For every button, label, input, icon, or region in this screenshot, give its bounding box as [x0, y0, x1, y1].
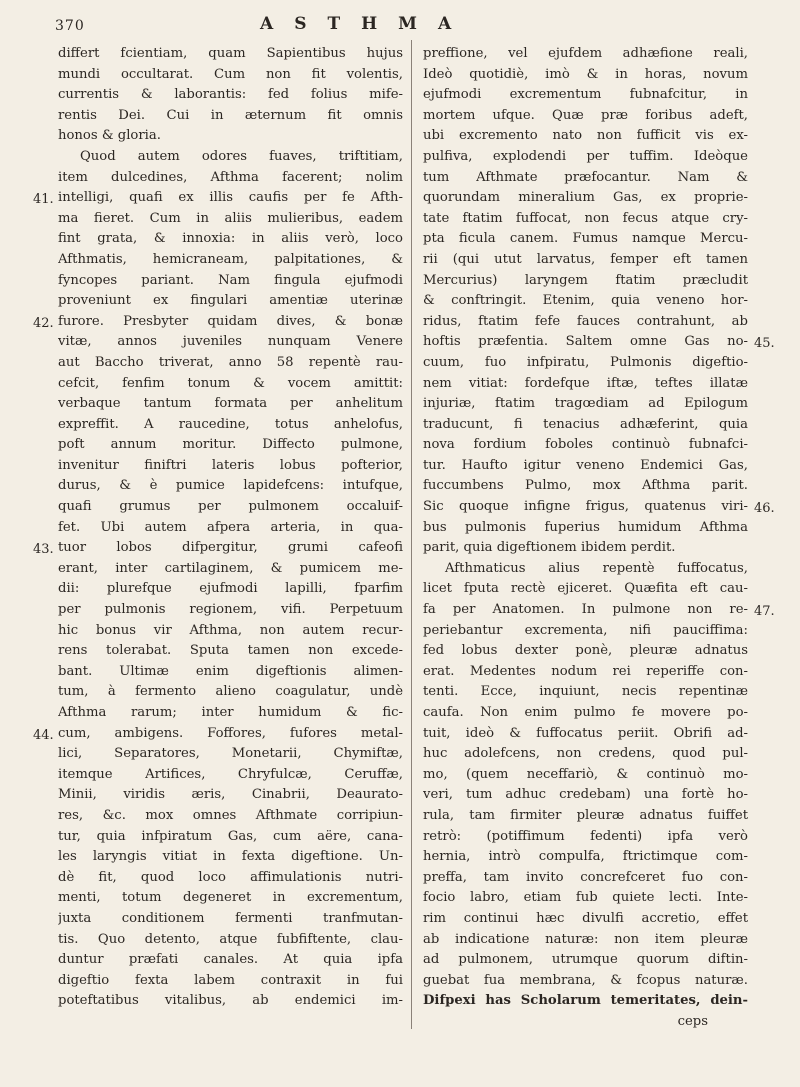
text-line: retrò: (potiffimum fedenti) ipfa verò	[423, 828, 748, 844]
text-line: itemque Artifices, Chryfulcæ, Ceruffæ,	[58, 766, 403, 782]
text-line: Quod autem odores fuaves, triftitiam,	[80, 148, 403, 164]
text-line: Afthma rarum; inter humidum & fic-	[58, 705, 403, 720]
text-line: digeftio fexta labem contraxit in fui	[58, 972, 403, 988]
text-line: intelligi, quafi ex illis caufis per fe Afth-	[58, 190, 403, 206]
text-line: tate ftatim fuffocat, non fecus atque cry-	[423, 210, 748, 226]
running-title: ASTHMA	[260, 14, 473, 34]
text-line: parit, quia digeftionem ibidem perdit.	[423, 540, 676, 556]
text-line: tenti. Ecce, inquiunt, necis repentinæ	[423, 684, 748, 700]
text-line: fet. Ubi autem afpera arteria, in qua-	[58, 519, 403, 535]
text-line: quorundam mineralium Gas, ex proprie-	[423, 190, 748, 206]
text-line: durus, & è pumice lapidefcens: intufque,	[58, 478, 403, 494]
text-line: traducunt, fi tenacius adhæferint, quia	[423, 416, 748, 432]
text-line: menti, totum degeneret in excrementum,	[58, 890, 403, 906]
text-line: cuum, fuo infpiratu, Pulmonis digeftio-	[423, 354, 748, 370]
text-line: quafi grumus per pulmonem occaluif-	[58, 499, 403, 515]
text-line: honos & gloria.	[58, 128, 161, 144]
text-line: rens tolerabat. Sputa tamen non excede-	[58, 643, 403, 659]
text-line: nem vitiat: fordefque iftæ, teftes illatæ	[423, 375, 748, 391]
text-line: erat. Medentes nodum rei reperiffe con-	[423, 663, 748, 679]
text-line: lici, Separatores, Monetarii, Chymiftæ,	[58, 746, 403, 762]
text-line: fyncopes pariant. Nam fingula ejufmodi	[58, 272, 403, 288]
text-line: fuccumbens Pulmo, mox Afthma parit.	[423, 478, 748, 494]
text-line: caufa. Non enim pulmo fe movere po-	[423, 705, 748, 720]
text-line: fed lobus dexter ponè, pleuræ adnatus	[423, 643, 748, 659]
text-line: dè fit, quod loco affimulationis nutri-	[58, 869, 403, 885]
text-line: tuor lobos difpergitur, grumi cafeofi	[58, 540, 403, 556]
text-line: ridus, ftatim fefe fauces contrahunt, ab	[423, 313, 748, 329]
text-line: fint grata, & innoxia: in aliis verò, loco	[58, 231, 403, 247]
text-line: rim continui hæc divulfi accretio, effet	[423, 910, 748, 926]
text-line: tuit, ideò & fuffocatus periit. Obrifi ad-	[423, 725, 748, 741]
text-line: Afthmatis, hemicraneam, palpitationes, &	[58, 251, 403, 267]
text-line: poft annum moritur. Diffecto pulmone,	[58, 437, 403, 453]
text-line: ab indicatione naturæ: non item pleuræ	[423, 931, 748, 947]
text-line: guebat fua membrana, & fcopus naturæ.	[423, 972, 748, 988]
text-line: Ideò quotidiè, imò & in horas, novum	[423, 66, 748, 82]
text-line: rentis Dei. Cui in æternum fit omnis	[58, 107, 403, 123]
text-line: injuriæ, ftatim tragœdiam ad Epilogum	[423, 396, 748, 412]
section-number: 43.	[33, 542, 54, 558]
section-number: 46.	[754, 501, 775, 517]
text-line: cum, ambigens. Foffores, fufores metal-	[58, 725, 403, 741]
text-line: pulfiva, explodendi per tuffim. Ideòque	[423, 148, 748, 164]
text-line: ad pulmonem, utrumque quorum diftin-	[423, 952, 748, 968]
text-line: rula, tam firmiter pleuræ adnatus fuiffet	[423, 807, 748, 823]
page-header	[55, 12, 745, 42]
text-line: focio labro, etiam fub quiete lecti. Inte-	[423, 890, 748, 906]
section-number: 41.	[33, 192, 54, 208]
text-line: periebantur excrementa, nifi pauciffima:	[423, 622, 748, 638]
text-line: hic bonus vir Afthma, non autem recur-	[58, 622, 403, 638]
text-line: bant. Ultimæ enim digeftionis alimen-	[58, 663, 403, 679]
text-line: item dulcedines, Afthma facerent; nolim	[58, 169, 403, 185]
text-line: juxta conditionem fermenti tranfmutan-	[58, 910, 403, 926]
text-line: les laryngis vitiat in fexta digeftione. Un-	[58, 849, 403, 865]
text-line: nova fordium foboles continuò fubnafci-	[423, 437, 748, 453]
left-column	[58, 44, 403, 1012]
text-line: & conftringit. Etenim, quia veneno hor-	[423, 293, 748, 309]
text-line: tis. Quo detento, atque fubfiftente, clau-	[58, 931, 403, 947]
text-line: Afthmaticus alius repentè fuffocatus,	[445, 560, 748, 576]
section-number: 45.	[754, 336, 775, 352]
text-line: verbaque tantum formata per anhelitum	[58, 396, 403, 412]
text-line: tum Afthmate præfocantur. Nam &	[423, 169, 748, 185]
section-number: 47.	[754, 604, 775, 620]
text-line: Difpexi has Scholarum temeritates, dein-	[423, 993, 748, 1009]
section-number: 42.	[33, 315, 54, 331]
text-line: veri, tum adhuc credebam) una fortè ho-	[423, 787, 748, 803]
text-line: preffione, vel ejufdem adhæfione reali,	[423, 46, 748, 61]
text-line: aut Baccho triverat, anno 58 repentè rau-	[58, 354, 403, 370]
text-line: poteftatibus vitalibus, ab endemici im-	[58, 993, 403, 1009]
text-line: furore. Presbyter quidam dives, & bonæ	[58, 313, 403, 329]
right-column	[423, 44, 748, 1033]
text-line: expreffit. A raucedine, totus anhelofus,	[58, 416, 403, 432]
text-line: tur, quia infpiratum Gas, cum aëre, cana-	[58, 828, 403, 844]
text-line: proveniunt ex fingulari amentiæ uterinæ	[58, 293, 403, 309]
text-line: ma fieret. Cum in aliis mulieribus, eadem	[58, 210, 403, 226]
text-line: mundi occultarat. Cum non fit volentis,	[58, 66, 403, 82]
text-line: mo, (quem neceffariò, & continuò mo-	[423, 766, 748, 782]
text-line: ubi excremento nato non fufficit vis ex-	[423, 128, 748, 144]
text-line: Mercurius) laryngem ftatim præcludit	[423, 272, 748, 288]
text-line: huc adolefcens, non credens, quod pul-	[423, 746, 748, 762]
text-line: erant, inter cartilaginem, & pumicem me-	[58, 560, 403, 576]
text-line: per pulmonis regionem, vifi. Perpetuum	[58, 602, 403, 618]
text-line: mortem ufque. Quæ præ foribus adeft,	[423, 107, 748, 123]
text-line: pta ficula canem. Fumus namque Mercu-	[423, 231, 748, 247]
text-line: invenitur finiftri lateris lobus pofterior,	[58, 457, 403, 473]
section-number: 44.	[33, 727, 54, 743]
text-line: fa per Anatomen. In pulmone non re-	[423, 602, 748, 618]
catchword: ceps	[677, 1013, 708, 1029]
text-line: currentis & laborantis: fed folius mife-	[58, 87, 403, 103]
text-line: hoftis præfentia. Saltem omne Gas no-	[423, 334, 748, 350]
text-line: hernia, intrò compulfa, ftrictimque com-	[423, 849, 748, 865]
text-line: cefcit, fenfim tonum & vocem amittit:	[58, 375, 403, 391]
page-number: 370	[55, 18, 85, 34]
text-line: dii: plurefque ejufmodi lapilli, fparfim	[58, 581, 403, 597]
text-line: differt fcientiam, quam Sapientibus hujus	[58, 46, 403, 61]
text-line: Minii, viridis æris, Cinabrii, Deaurato-	[58, 787, 403, 803]
text-line: ejufmodi excrementum fubnafcitur, in	[423, 87, 748, 103]
text-line: bus pulmonis fuperius humidum Afthma	[423, 519, 748, 535]
text-line: Sic quoque infigne frigus, quatenus viri-	[423, 499, 748, 515]
text-line: tum, à fermento alieno coagulatur, undè	[58, 684, 403, 700]
column-divider	[411, 40, 412, 1029]
text-line: preffa, tam invito concrefceret fuo con-	[423, 869, 748, 885]
text-line: licet fputa rectè ejiceret. Quæfita eft cau-	[423, 581, 748, 597]
text-line: vitæ, annos juveniles nunquam Venere	[58, 334, 403, 350]
text-line: rii (qui utut larvatus, femper eft tamen	[423, 251, 748, 267]
text-line: res, &c. mox omnes Afthmate corripiun-	[58, 807, 403, 823]
text-line: duntur præfati canales. At quia ipfa	[58, 952, 403, 968]
text-line: tur. Haufto igitur veneno Endemici Gas,	[423, 457, 748, 473]
